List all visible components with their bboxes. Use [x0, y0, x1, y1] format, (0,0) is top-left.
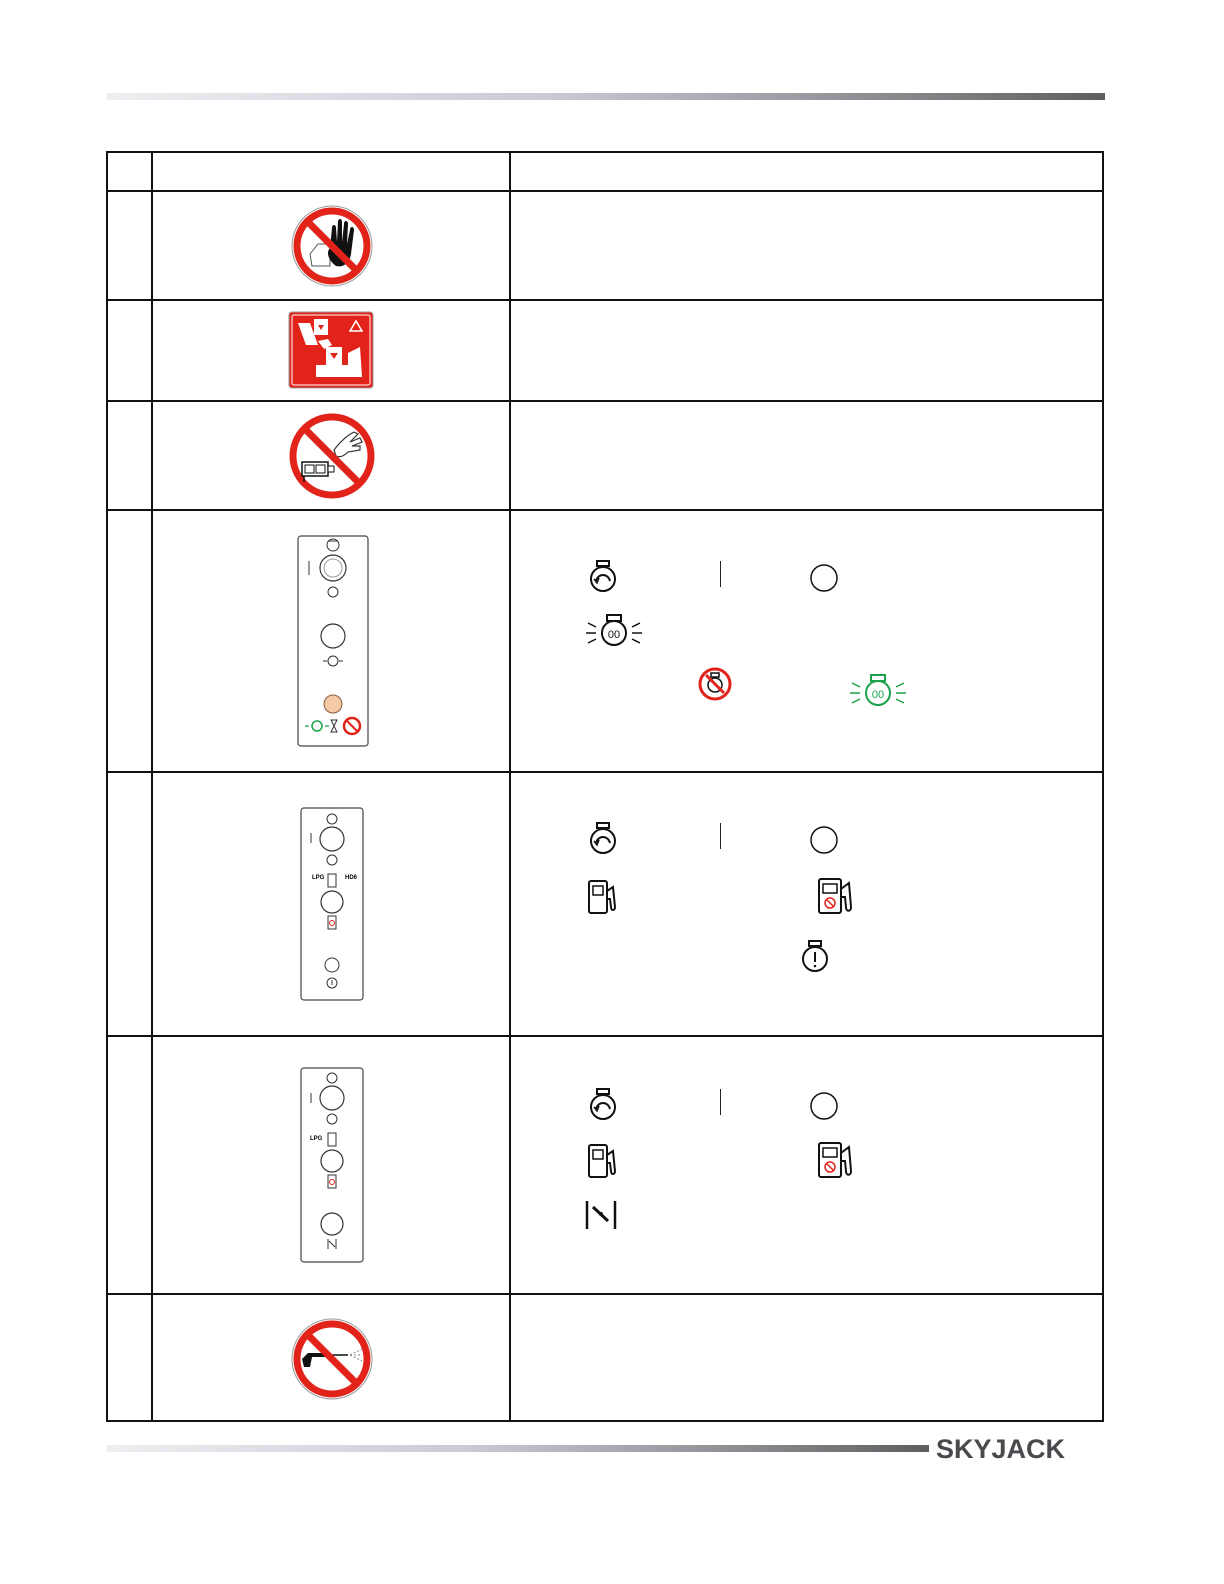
fuel-pump-icon [586, 877, 620, 917]
glow-plug-icon [584, 613, 644, 649]
glow-plug-green-icon [848, 673, 908, 709]
svg-text:00: 00 [607, 629, 621, 641]
table-row [108, 190, 1102, 299]
engine-start-icon [588, 821, 618, 855]
skyjack-logo [936, 1429, 1108, 1469]
table-row [108, 400, 1102, 509]
footer-rule [107, 1445, 929, 1452]
off-circle-icon [809, 563, 839, 593]
logo-text: SKYJACK [936, 1434, 1066, 1464]
table-row [108, 771, 1102, 1035]
panel-label-lpg: LPG [312, 875, 325, 881]
table-row [108, 1293, 1102, 1422]
off-circle-icon [809, 1091, 839, 1121]
crush-hazard-warning-icon [288, 311, 374, 389]
do-not-touch-prohibition-icon [288, 412, 376, 500]
engine-fault-red-icon [698, 667, 732, 701]
off-circle-icon [809, 825, 839, 855]
decal-table [106, 151, 1104, 1422]
table-header-row [108, 151, 1102, 191]
engine-start-icon [588, 1087, 618, 1121]
control-panel-choke-icon [300, 1067, 364, 1263]
fuel-pump-icon [586, 1141, 620, 1181]
fuel-pump-no-lpg-icon [816, 875, 856, 917]
panel-label-lpg: LPG [310, 1136, 323, 1142]
on-bar-icon [720, 823, 721, 849]
svg-text:00: 00 [871, 689, 885, 701]
table-row [108, 509, 1102, 771]
control-panel-drawing [300, 1067, 364, 1263]
engine-start-icon [588, 559, 618, 593]
control-panel-glow-plug-icon [297, 535, 369, 747]
table-row [108, 1035, 1102, 1293]
choke-icon [584, 1199, 618, 1231]
control-panel-fuel-select-icon [300, 807, 364, 1001]
no-pressure-wash-prohibition-icon [290, 1317, 374, 1401]
panel-label-hd6: HD6 [345, 875, 358, 881]
table-row [108, 299, 1102, 400]
engine-warning-icon [800, 939, 830, 973]
fuel-pump-no-lpg-icon [816, 1139, 856, 1181]
control-panel-drawing [300, 807, 364, 1001]
no-hand-prohibition-icon [290, 204, 374, 288]
on-bar-icon [720, 561, 721, 587]
on-bar-icon [720, 1089, 721, 1115]
header-rule [107, 93, 1105, 100]
